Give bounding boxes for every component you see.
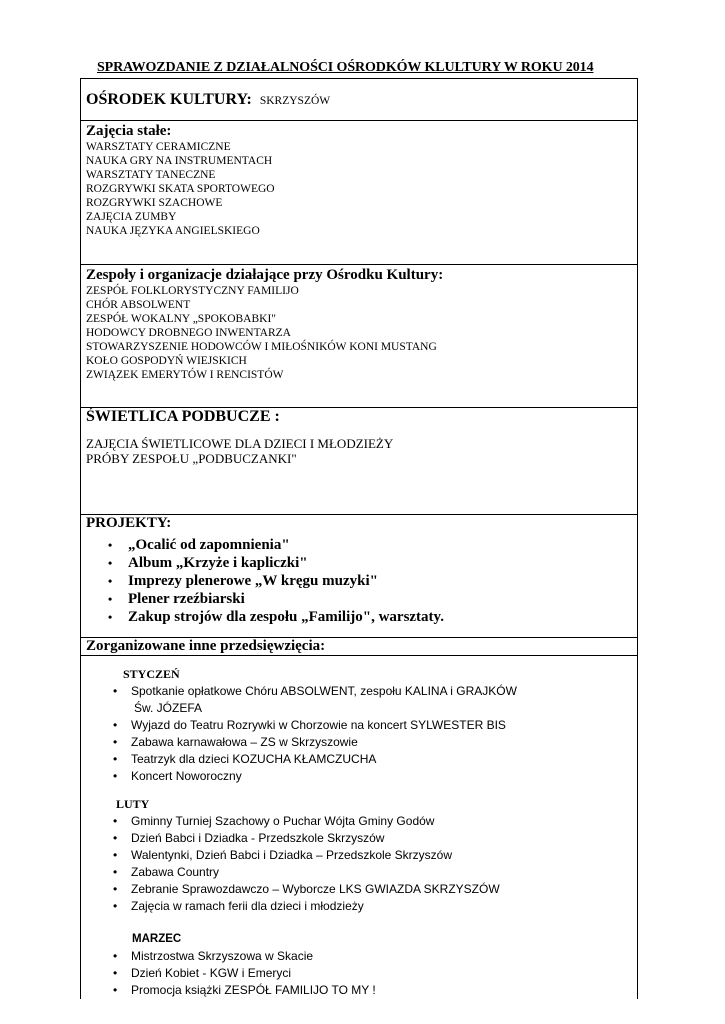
events-list xyxy=(86,948,637,999)
list-item: ZAJĘCIA ZUMBY xyxy=(86,211,177,223)
list-item: • Mistrzostwa Skrzyszowa w Skacie xyxy=(131,948,637,965)
list-item: • Wyjazd do Teatru Rozrywki w Chorzowie na koncert SYLWESTER BIS xyxy=(131,717,637,734)
list-item: • Imprezy plenerowe „W kręgu muzyki" xyxy=(128,572,637,590)
events-list xyxy=(86,813,637,915)
list-item: WARSZTATY TANECZNE xyxy=(86,169,216,181)
projects-section xyxy=(81,515,637,638)
list-item: ROZGRYWKI SZACHOWE xyxy=(86,197,223,209)
club-heading: ŚWIETLICA PODBUCZE : xyxy=(86,408,280,425)
list-item: • Gminny Turniej Szachowy o Puchar Wójta Gminy Godów xyxy=(131,813,637,830)
center-label: OŚRODEK KULTURY: xyxy=(86,91,252,108)
list-item: PRÓBY ZESPOŁU „PODBUCZANKI" xyxy=(86,451,297,466)
list-item: • Dzień Kobiet - KGW i Emeryci xyxy=(131,965,637,982)
month-heading: MARZEC xyxy=(132,933,182,945)
club-section xyxy=(81,408,637,515)
list-item: • Teatrzyk dla dzieci KOZUCHA KŁAMCZUCHA xyxy=(131,751,637,768)
month-heading: LUTY xyxy=(116,797,150,811)
list-item: • Zebranie Sprawozdawczo – Wyborcze LKS GWIAZDA SKRZYSZÓW xyxy=(131,881,637,898)
list-item: ROZGRYWKI SKATA SPORTOWEGO xyxy=(86,183,275,195)
report-table xyxy=(80,78,638,999)
list-item: NAUKA GRY NA INSTRUMENTACH xyxy=(86,155,273,167)
list-item: • Spotkanie opłatkowe Chóru ABSOLWENT, zespołu KALINA i GRAJKÓW xyxy=(131,683,637,700)
classes-heading: Zajęcia stałe: xyxy=(86,123,172,139)
list-item: ZWIĄZEK EMERYTÓW I RENCISTÓW xyxy=(86,369,284,381)
list-item: • „Ocalić od zapomnienia" xyxy=(128,536,637,554)
events-section xyxy=(81,656,637,1000)
list-item: • Dzień Babci i Dziadka - Przedszkole Skrzyszów xyxy=(131,830,637,847)
document-title: SPRAWOZDANIE Z DZIAŁALNOŚCI OŚRODKÓW KLULTURY W ROKU 2014 xyxy=(97,60,594,75)
center-name: SKRZYSZÓW xyxy=(259,95,331,107)
list-item: ZESPÓŁ WOKALNY „SPOKOBABKI" xyxy=(86,313,276,325)
other-section-header xyxy=(81,638,637,656)
list-item: HODOWCY DROBNEGO INWENTARZA xyxy=(86,327,291,339)
list-item: ZAJĘCIA ŚWIETLICOWE DLA DZIECI I MŁODZIEŻY xyxy=(86,436,394,451)
classes-section xyxy=(81,121,637,265)
list-item: • Koncert Noworoczny xyxy=(131,768,637,785)
list-item: • Zakup strojów dla zespołu „Familijo", warsztaty. xyxy=(128,608,637,626)
month-heading: STYCZEŃ xyxy=(123,667,180,681)
list-item: • Zabawa Country xyxy=(131,864,637,881)
list-item: • Promocja książki ZESPÓŁ FAMILIJO TO MY ! xyxy=(131,982,637,999)
center-section xyxy=(81,79,637,121)
list-item: WARSZTATY CERAMICZNE xyxy=(86,141,231,153)
other-heading: Zorganizowane inne przedsięwzięcia: xyxy=(86,638,326,654)
list-item-continuation: Św. JÓZEFA xyxy=(134,701,203,715)
list-item: • Zabawa karnawałowa – ZS w Skrzyszowie xyxy=(131,734,637,751)
list-item: • Plener rzeźbiarski xyxy=(128,590,637,608)
list-item: NAUKA JĘZYKA ANGIELSKIEGO xyxy=(86,225,260,237)
list-item: ZESPÓŁ FOLKLORYSTYCZNY FAMILIJO xyxy=(86,285,299,297)
classes-list xyxy=(86,140,637,238)
list-item: STOWARZYSZENIE HODOWCÓW I MIŁOŚNIKÓW KONI MUSTANG xyxy=(86,341,437,353)
club-list xyxy=(86,436,637,466)
groups-heading: Zespoły i organizacje działające przy Ośrodku Kultury: xyxy=(86,267,444,283)
list-item: • Walentynki, Dzień Babci i Dziadka – Przedszkole Skrzyszów xyxy=(131,847,637,864)
projects-heading: PROJEKTY: xyxy=(86,515,172,531)
list-item: • Album „Krzyże i kapliczki" xyxy=(128,554,637,572)
list-item: • Zajęcia w ramach ferii dla dzieci i młodzieży xyxy=(131,898,637,915)
groups-section xyxy=(81,265,637,408)
projects-list xyxy=(86,536,637,626)
groups-list xyxy=(86,284,637,382)
list-item: CHÓR ABSOLWENT xyxy=(86,299,191,311)
events-list xyxy=(86,683,637,785)
list-item: KOŁO GOSPODYŃ WIEJSKICH xyxy=(86,355,247,367)
